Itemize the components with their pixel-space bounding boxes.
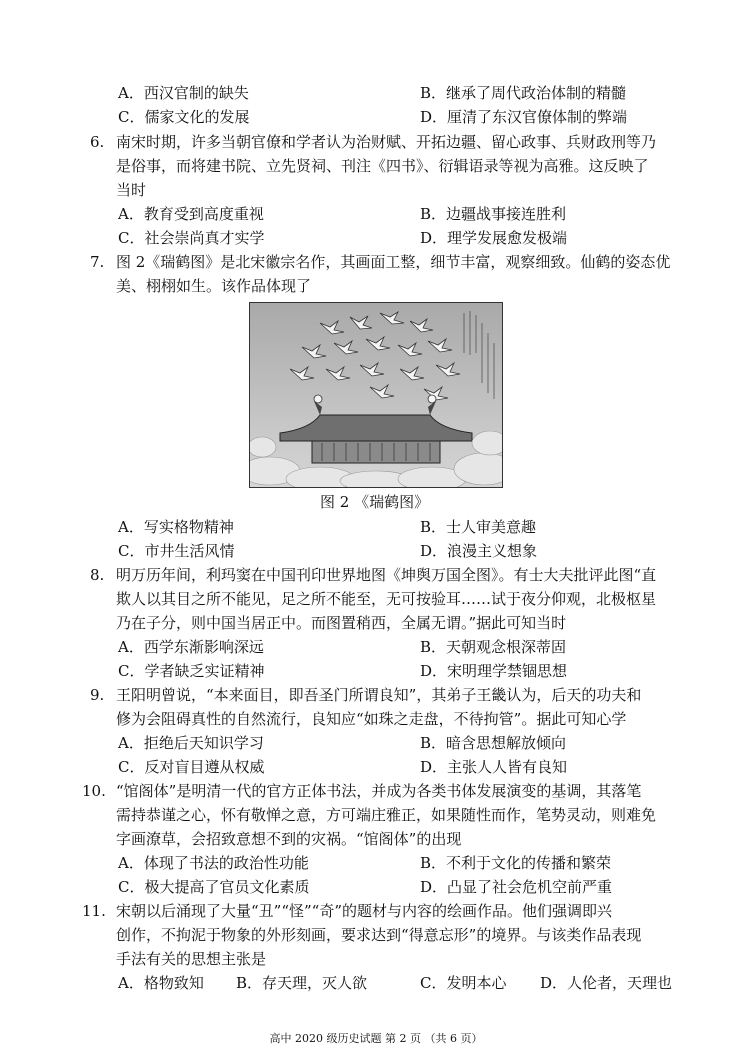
ruihe-painting-image (250, 303, 502, 487)
q9-number: 9. (90, 686, 105, 704)
q10-option-d: D．凸显了社会危机空前严重 (420, 878, 613, 896)
q5-option-d: D．厘清了东汉官僚体制的弊端 (420, 108, 628, 126)
q7-option-a: A．写实格物精神 (118, 518, 234, 536)
q6-option-b: B．边疆战事接连胜利 (420, 205, 567, 223)
q7-option-c: C．市井生活风情 (118, 542, 235, 560)
q5-option-a: A．西汉官制的缺失 (118, 84, 249, 102)
q9-stem-line-2: 修为会阻碍真性的自然流行，良知应“如珠之走盘，不待拘管”。据此可知心学 (116, 710, 627, 728)
q11-option-b: B．存天理，灭人欲 (236, 974, 368, 992)
q10-stem-line-1: “馆阁体”是明清一代的官方正体书法，并成为各类书体发展演变的基调，其落笔 (116, 782, 642, 800)
q6-option-a: A．教育受到高度重视 (118, 205, 264, 223)
q6-stem-line-1: 南宋时期，许多当朝官僚和学者认为治财赋、开拓边疆、留心政事、兵财政刑等乃 (116, 133, 657, 151)
q9-option-b: B．暗含思想解放倾向 (420, 734, 567, 752)
q10-option-c: C．极大提高了官员文化素质 (118, 878, 310, 896)
q7-number: 7. (90, 253, 105, 271)
q6-option-c: C．社会崇尚真才实学 (118, 229, 265, 247)
q8-option-a: A．西学东渐影响深远 (118, 638, 264, 656)
q10-stem-line-3: 字画潦草，会招致意想不到的灾祸。“馆阁体”的出现 (116, 830, 462, 848)
q7-stem-line-1: 图 2《瑞鹤图》是北宋徽宗名作，其画面工整，细节丰富，观察细致。仙鹤的姿态优 (116, 253, 671, 271)
q7-option-d: D．浪漫主义想象 (420, 542, 538, 560)
q8-option-b: B．天朝观念根深蒂固 (420, 638, 567, 656)
q9-option-c: C．反对盲目遵从权威 (118, 758, 265, 776)
q8-option-c: C．学者缺乏实证精神 (118, 662, 265, 680)
page-footer: 高中 2020 级历史试题 第 2 页 （共 6 页） (269, 1032, 483, 1045)
q7-option-b: B．士人审美意趣 (420, 518, 537, 536)
q7-figure-caption: 图 2 《瑞鹤图》 (320, 493, 430, 511)
q8-number: 8. (90, 566, 105, 584)
q6-option-d: D．理学发展愈发极端 (420, 229, 568, 247)
q11-option-c: C．发明本心 (420, 974, 507, 992)
q10-number: 10. (82, 782, 106, 800)
q11-option-d: D．人伦者，天理也 (540, 974, 673, 992)
q6-number: 6. (90, 133, 105, 151)
q8-option-d: D．宋明理学禁锢思想 (420, 662, 568, 680)
q10-option-a: A．体现了书法的政治性功能 (118, 854, 309, 872)
q10-stem-line-2: 需持恭谨之心，怀有敬惮之意，方可端庄雅正，如果随性而作，笔势灵动，则难免 (116, 806, 657, 824)
q6-stem-line-3: 当时 (116, 181, 147, 199)
ruihe-painting-figure (249, 302, 503, 488)
q9-stem-line-1: 王阳明曾说，“本来面目，即吾圣门所谓良知”，其弟子王畿认为，后天的功夫和 (116, 686, 642, 704)
q8-stem-line-2: 欺人以其目之所不能见，足之所不能至，无可按验耳……试于夜分仰观，北极枢星 (116, 590, 657, 608)
q6-stem-line-2: 是俗事，而将建书院、立先贤祠、刊注《四书》、衍辑语录等视为高雅。这反映了 (116, 157, 649, 175)
q11-stem-line-3: 手法有关的思想主张是 (116, 950, 267, 968)
q5-option-b: B．继承了周代政治体制的精髓 (420, 84, 627, 102)
q11-stem-line-2: 创作，不拘泥于物象的外形刻画，要求达到“得意忘形”的境界。与该类作品表现 (116, 926, 642, 944)
q5-option-c: C．儒家文化的发展 (118, 108, 250, 126)
q8-stem-line-3: 乃在子分，则中国当居正中。而图置稍西，全属无谓。”据此可知当时 (116, 614, 567, 632)
q11-number: 11. (82, 902, 106, 920)
q10-option-b: B．不利于文化的传播和繁荣 (420, 854, 612, 872)
q7-stem-line-2: 美、栩栩如生。该作品体现了 (116, 277, 312, 295)
q9-option-d: D．主张人人皆有良知 (420, 758, 568, 776)
q9-option-a: A．拒绝后天知识学习 (118, 734, 264, 752)
q11-stem-line-1: 宋朝以后涌现了大量“丑”“怪”“奇”的题材与内容的绘画作品。他们强调即兴 (116, 902, 613, 920)
q8-stem-line-1: 明万历年间，利玛窦在中国刊印世界地图《坤舆万国全图》。有士大夫批评此图“直 (116, 566, 657, 584)
q11-option-a: A．格物致知 (118, 974, 204, 992)
